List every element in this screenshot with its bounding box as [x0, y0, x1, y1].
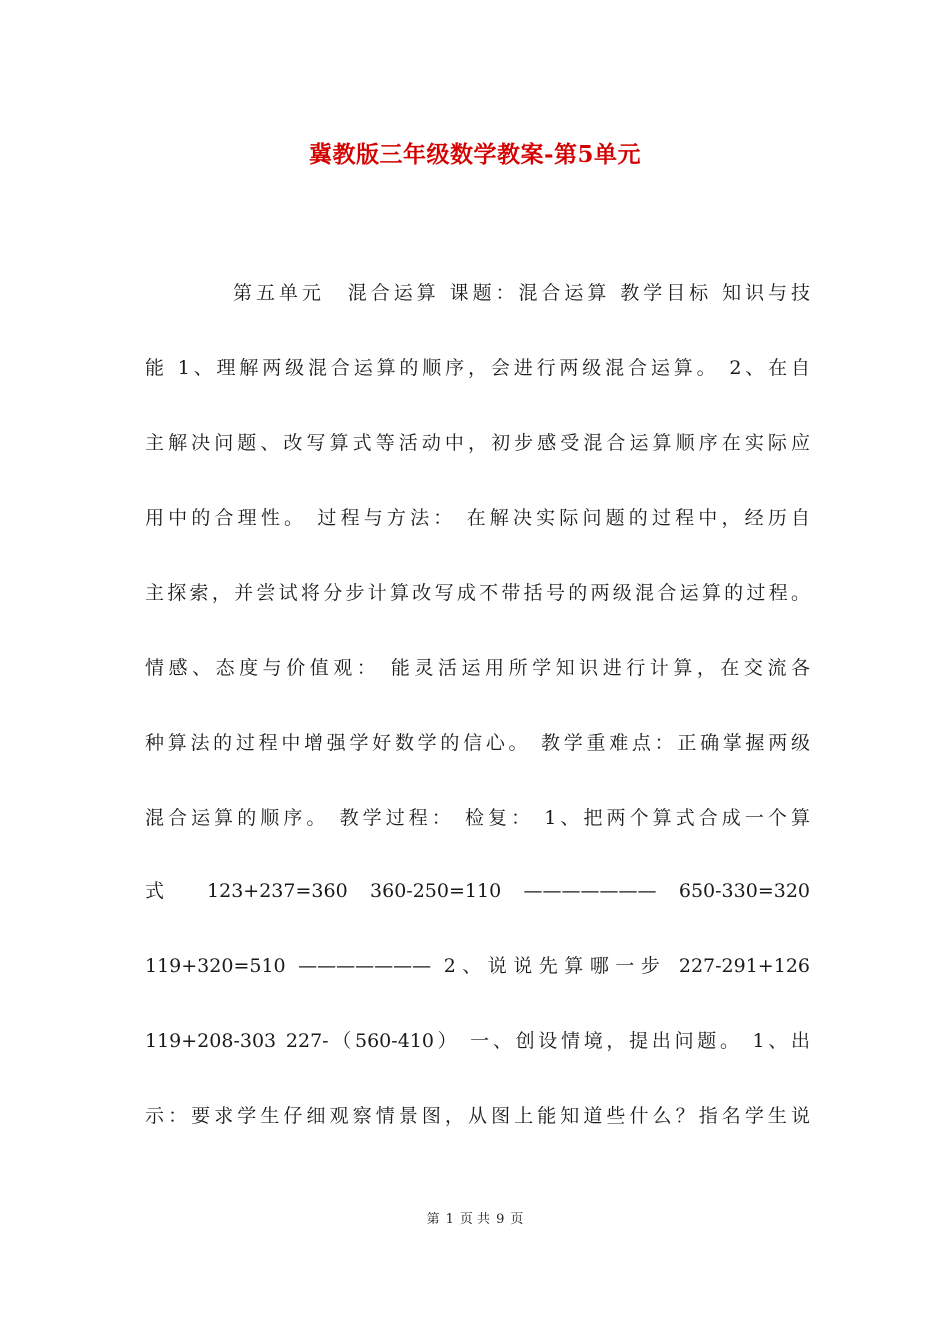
body-line-11: 119+208-303 227-（560-410） 一、创设情境，提出问题。 1、出	[145, 1030, 810, 1052]
footer-middle: 页 共	[459, 1212, 491, 1227]
footer-page-number: 1	[445, 1212, 454, 1227]
body-line-5: 主探索，并尝试将分步计算改写成不带括号的两级混合运算的过程。	[145, 582, 810, 604]
body-line-6: 情感、态度与价值观： 能灵活运用所学知识进行计算，在交流各	[145, 657, 810, 679]
document-title: 冀教版三年级数学教案-第5单元	[308, 141, 642, 168]
body-line-7: 种算法的过程中增强学好数学的信心。 教学重难点：正确掌握两级	[145, 732, 810, 754]
footer-prefix: 第	[426, 1212, 440, 1227]
body-line-12: 示：要求学生仔细观察情景图，从图上能知道些什么？指名学生说	[145, 1105, 810, 1127]
footer-total-pages: 9	[496, 1212, 505, 1227]
body-line-3: 主解决问题、改写算式等活动中，初步感受混合运算顺序在实际应	[145, 432, 810, 454]
body-line-8: 混合运算的顺序。 教学过程： 检复： 1、把两个算式合成一个算	[145, 807, 810, 829]
body-line-9: 式 123+237=360 360-250=110 ——————— 650-330=320	[145, 880, 810, 902]
body-line-10: 119+320=510 ——————— 2、说说先算哪一步 227-291+126	[145, 955, 810, 977]
body-line-4: 用中的合理性。 过程与方法： 在解决实际问题的过程中，经历自	[145, 507, 810, 529]
footer-suffix: 页	[510, 1212, 524, 1227]
body-line-2: 能 1、理解两级混合运算的顺序，会进行两级混合运算。 2、在自	[145, 357, 810, 379]
body-line-1: 第五单元 混合运算 课题：混合运算 教学目标 知识与技	[233, 282, 810, 304]
page-footer	[0, 1208, 950, 1227]
